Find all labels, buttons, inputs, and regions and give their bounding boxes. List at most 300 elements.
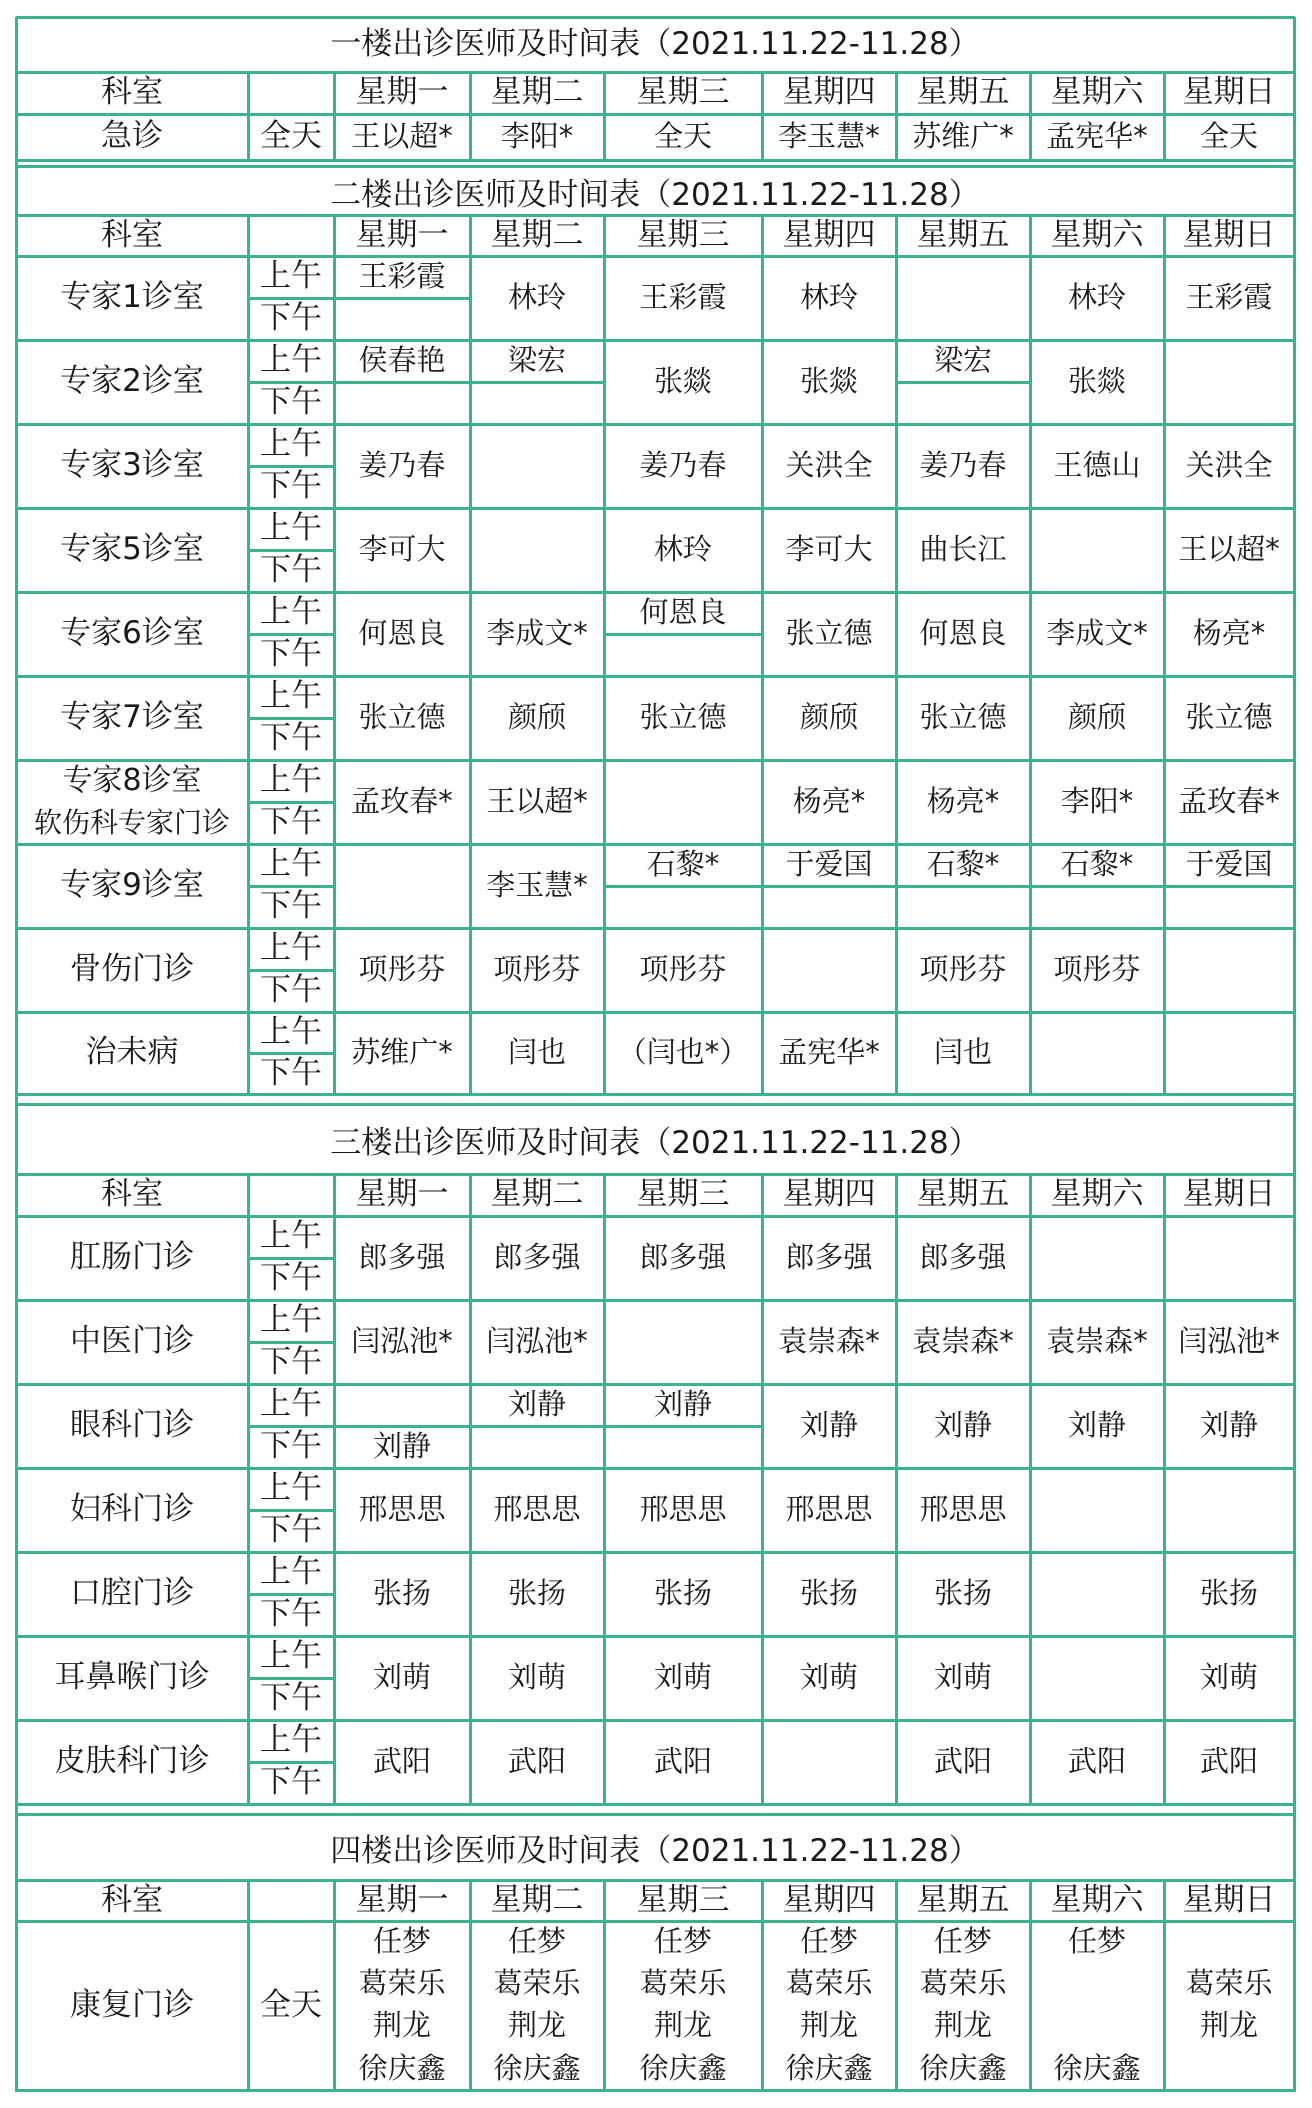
doctor-cell-am: 刘静: [653, 1387, 712, 1422]
doctor-cell: 荆龙: [799, 2008, 858, 2043]
doctor-cell: 张扬: [933, 1576, 992, 1611]
split-divider: [470, 1425, 605, 1428]
doctor-cell: 郎多强: [785, 1240, 873, 1275]
slot-divider: [248, 1509, 335, 1512]
doctor-cell: 孟玫春*: [1178, 784, 1280, 819]
doctor-cell: 何恩良: [358, 616, 446, 651]
header-weekday: 星期三: [636, 1881, 730, 1918]
doctor-cell: [1164, 2047, 1294, 2090]
header-weekday: 星期三: [636, 1176, 730, 1213]
slot-am: 上午: [260, 1470, 322, 1507]
doctor-cell: 李阳*: [1060, 784, 1134, 819]
split-divider: [470, 381, 605, 384]
grid-vline: [469, 72, 472, 162]
doctor-cell: 刘静: [799, 1408, 858, 1443]
doctor-cell: 全天: [653, 119, 712, 154]
doctor-cell: 杨亮*: [926, 784, 1000, 819]
split-divider: [762, 885, 897, 888]
split-divider: [334, 381, 471, 384]
doctor-cell: 曲长江: [919, 532, 1007, 567]
doctor-cell: 任梦: [799, 1924, 858, 1959]
doctor-cell: 任梦: [933, 1924, 992, 1959]
doctor-cell: 张扬: [1199, 1576, 1258, 1611]
doctor-cell: 姜乃春: [919, 448, 1007, 483]
doctor-cell: 姜乃春: [358, 448, 446, 483]
doctor-cell: 张扬: [507, 1576, 566, 1611]
row-divider: [16, 159, 1295, 162]
doctor-cell-am: 石黎*: [1060, 847, 1134, 882]
doctor-cell: 关洪全: [1185, 448, 1273, 483]
grid-vline: [247, 215, 250, 1096]
dept-name: 治未病: [85, 1034, 179, 1071]
doctor-cell: 徐庆鑫: [1053, 2050, 1141, 2085]
doctor-cell: 徐庆鑫: [358, 2050, 446, 2085]
slot-am: 上午: [260, 1218, 322, 1255]
doctor-cell-am: 梁宏: [933, 343, 992, 378]
doctor-cell: 葛荣乐: [493, 1966, 581, 2001]
slot-am: 上午: [260, 1554, 322, 1591]
doctor-cell: 张立德: [639, 700, 727, 735]
doctor-cell: [604, 1300, 762, 1384]
doctor-cell: 荆龙: [933, 2008, 992, 2043]
slot-divider: [248, 465, 335, 468]
slot-am: 上午: [260, 762, 322, 799]
doctor-cell: [1164, 928, 1294, 1012]
section-title: 一楼出诊医师及时间表（2021.11.22-11.28）: [330, 25, 980, 62]
header-weekday: 星期六: [1050, 216, 1144, 253]
grid-vline: [603, 1174, 606, 1806]
doctor-cell: 全天: [1199, 119, 1258, 154]
slot-divider: [248, 1761, 335, 1764]
split-divider: [604, 633, 763, 636]
grid-vline: [1163, 72, 1166, 162]
doctor-cell-pm: [604, 886, 762, 928]
doctor-cell: 杨亮*: [1192, 616, 1266, 651]
doctor-cell: 徐庆鑫: [785, 2050, 873, 2085]
doctor-cell: 刘静: [1199, 1408, 1258, 1443]
doctor-cell: 武阳: [933, 1744, 992, 1779]
dept-name: 专家8诊室: [62, 762, 202, 798]
dept-name: 专家3诊室: [60, 447, 204, 484]
slot-divider: [248, 1341, 335, 1344]
doctor-cell: 闫泓池*: [351, 1324, 453, 1359]
section-gap-line: [16, 165, 1295, 168]
grid-vline: [603, 72, 606, 162]
doctor-cell: 孟宪华*: [778, 1035, 880, 1070]
doctor-cell: 武阳: [507, 1744, 566, 1779]
doctor-cell: 张燚: [799, 364, 858, 399]
doctor-cell: 颜颀: [1067, 700, 1126, 735]
section-title: 二楼出诊医师及时间表（2021.11.22-11.28）: [330, 176, 980, 213]
doctor-cell: [470, 424, 604, 508]
slot-pm: 下午: [260, 804, 322, 841]
slot-divider: [248, 297, 335, 300]
split-divider: [334, 297, 471, 300]
split-divider: [604, 1425, 763, 1428]
slot-am: 上午: [260, 930, 322, 967]
doctor-cell: [1164, 1216, 1294, 1300]
doctor-cell: 王彩霞: [639, 280, 727, 315]
doctor-cell: 武阳: [1067, 1744, 1126, 1779]
doctor-cell: 武阳: [653, 1744, 712, 1779]
grid-vline: [1029, 72, 1032, 162]
header-dept: 科室: [101, 216, 163, 253]
doctor-cell: [1164, 340, 1294, 424]
slot-pm: 下午: [260, 1596, 322, 1633]
slot-divider: [248, 1257, 335, 1260]
doctor-cell: 张立德: [358, 700, 446, 735]
slot-divider: [248, 1677, 335, 1680]
grid-vline: [603, 1880, 606, 2092]
slot-pm: 下午: [260, 636, 322, 673]
slot-am: 上午: [260, 426, 322, 463]
slot-allday: 全天: [260, 118, 322, 155]
slot-divider: [248, 801, 335, 804]
dept-name: 肛肠门诊: [70, 1239, 194, 1276]
doctor-cell: [1030, 1012, 1164, 1094]
doctor-cell: [762, 1720, 896, 1804]
doctor-cell: 李可大: [785, 532, 873, 567]
slot-am: 上午: [260, 1386, 322, 1423]
doctor-cell-am: 王彩霞: [358, 259, 446, 294]
doctor-cell: 李玉慧*: [778, 119, 880, 154]
grid-vline: [895, 215, 898, 1096]
doctor-cell: 邢思思: [639, 1492, 727, 1527]
header-weekday: 星期一: [355, 216, 449, 253]
header-weekday: 星期五: [916, 1176, 1010, 1213]
doctor-cell: 郎多强: [919, 1240, 1007, 1275]
grid-vline: [1029, 1880, 1032, 2092]
slot-divider: [248, 1425, 335, 1428]
slot-divider: [248, 1052, 335, 1055]
doctor-cell: 荆龙: [372, 2008, 431, 2043]
grid-vline: [247, 72, 250, 162]
grid-vline: [761, 1174, 764, 1806]
grid-vline: [469, 1880, 472, 2092]
grid-vline: [469, 1174, 472, 1806]
doctor-cell-am: [334, 1384, 470, 1426]
grid-vline: [761, 1880, 764, 2092]
doctor-cell: 王以超*: [351, 119, 453, 154]
header-weekday: 星期四: [782, 1176, 876, 1213]
split-divider: [896, 885, 1031, 888]
doctor-cell-am: 于爱国: [1185, 847, 1273, 882]
doctor-cell: 郎多强: [358, 1240, 446, 1275]
slot-divider: [248, 549, 335, 552]
header-weekday: 星期五: [916, 1881, 1010, 1918]
doctor-cell: [762, 928, 896, 1012]
slot-pm: 下午: [260, 552, 322, 589]
doctor-cell: 荆龙: [507, 2008, 566, 2043]
doctor-cell-pm: [896, 382, 1030, 424]
doctor-cell: 张扬: [653, 1576, 712, 1611]
section-gap-line: [16, 1103, 1295, 1106]
doctor-cell-pm: [604, 634, 762, 676]
doctor-cell: 邢思思: [919, 1492, 1007, 1527]
row-divider: [16, 1093, 1295, 1096]
slot-pm: 下午: [260, 888, 322, 925]
doctor-cell: 王以超*: [1178, 532, 1280, 567]
doctor-cell: 林玲: [799, 280, 858, 315]
doctor-cell: 张扬: [799, 1576, 858, 1611]
doctor-cell: 葛荣乐: [1185, 1966, 1273, 2001]
slot-pm: 下午: [260, 300, 322, 337]
slot-divider: [248, 969, 335, 972]
doctor-cell: 项彤芬: [919, 952, 1007, 987]
doctor-cell-am: 石黎*: [646, 847, 720, 882]
dept-name: 康复门诊: [70, 1986, 194, 2023]
dept-name: 专家7诊室: [60, 699, 204, 736]
doctor-cell-pm: [762, 886, 896, 928]
doctor-cell: 武阳: [1199, 1744, 1258, 1779]
slot-pm: 下午: [260, 1054, 322, 1091]
doctor-cell: 王彩霞: [1185, 280, 1273, 315]
header-weekday: 星期一: [355, 74, 449, 111]
header-weekday: 星期二: [490, 1881, 584, 1918]
slot-pm: 下午: [260, 1260, 322, 1297]
doctor-cell: 项彤芬: [639, 952, 727, 987]
split-divider: [604, 885, 763, 888]
slot-divider: [248, 381, 335, 384]
dept-name: 专家5诊室: [60, 531, 204, 568]
doctor-cell: （闫也*）: [617, 1035, 749, 1070]
doctor-cell: 王以超*: [486, 784, 588, 819]
doctor-cell-am: 何恩良: [639, 595, 727, 630]
doctor-cell: 李玉慧*: [486, 868, 588, 903]
header-weekday: 星期六: [1050, 1881, 1144, 1918]
header-weekday: 星期日: [1182, 1881, 1276, 1918]
doctor-cell-pm: [334, 298, 470, 340]
row-divider: [16, 1803, 1295, 1806]
doctor-cell: 林玲: [1067, 280, 1126, 315]
header-weekday: 星期一: [355, 1881, 449, 1918]
doctor-cell-am: 于爱国: [785, 847, 873, 882]
slot-am: 上午: [260, 678, 322, 715]
grid-vline: [247, 1174, 250, 1806]
dept-name: 耳鼻喉门诊: [54, 1659, 210, 1696]
header-weekday: 星期五: [916, 216, 1010, 253]
doctor-cell: 葛荣乐: [785, 1966, 873, 2001]
doctor-cell: 林玲: [653, 532, 712, 567]
doctor-cell: 何恩良: [919, 616, 1007, 651]
doctor-cell-pm: [1030, 886, 1164, 928]
doctor-cell: 杨亮*: [792, 784, 866, 819]
grid-vline: [895, 72, 898, 162]
header-weekday: 星期二: [490, 1176, 584, 1213]
grid-vline: [1163, 1174, 1166, 1806]
slot-pm: 下午: [260, 1680, 322, 1717]
doctor-cell: 颜颀: [507, 700, 566, 735]
doctor-cell: [1164, 1012, 1294, 1094]
split-divider: [334, 1425, 471, 1428]
doctor-cell: 王德山: [1053, 448, 1141, 483]
dept-name: 专家6诊室: [60, 615, 204, 652]
doctor-cell: 张燚: [653, 364, 712, 399]
doctor-cell: 葛荣乐: [639, 1966, 727, 2001]
doctor-cell: [1030, 1468, 1164, 1552]
doctor-cell: 孟玫春*: [351, 784, 453, 819]
dept-name: 专家2诊室: [60, 363, 204, 400]
doctor-cell: 孟宪华*: [1046, 119, 1148, 154]
slot-pm: 下午: [260, 1764, 322, 1801]
doctor-cell: 徐庆鑫: [493, 2050, 581, 2085]
doctor-cell: 郎多强: [639, 1240, 727, 1275]
doctor-cell: 葛荣乐: [358, 1966, 446, 2001]
doctor-cell-pm: [604, 1426, 762, 1468]
header-weekday: 星期一: [355, 1176, 449, 1213]
doctor-cell: 闫也: [507, 1035, 566, 1070]
slot-am: 上午: [260, 1302, 322, 1339]
slot-pm: 下午: [260, 720, 322, 757]
slot-divider: [248, 717, 335, 720]
doctor-cell: 李成文*: [1046, 616, 1148, 651]
header-weekday: 星期日: [1182, 1176, 1276, 1213]
doctor-cell: 李阳*: [500, 119, 574, 154]
doctor-cell: 邢思思: [493, 1492, 581, 1527]
doctor-cell: [1164, 1468, 1294, 1552]
doctor-cell: 袁崇森*: [1046, 1324, 1148, 1359]
split-divider: [1164, 885, 1295, 888]
doctor-cell: 任梦: [653, 1924, 712, 1959]
dept-name: 专家9诊室: [60, 867, 204, 904]
doctor-cell: 张立德: [785, 616, 873, 651]
doctor-cell: 刘静: [1067, 1408, 1126, 1443]
doctor-cell: 林玲: [507, 280, 566, 315]
doctor-cell: 张扬: [372, 1576, 431, 1611]
doctor-cell-pm: [334, 382, 470, 424]
slot-am: 上午: [260, 342, 322, 379]
doctor-cell: [1030, 1636, 1164, 1720]
header-weekday: 星期三: [636, 74, 730, 111]
doctor-cell-am: 侯春艳: [358, 343, 446, 378]
dept-name: 眼科门诊: [70, 1407, 194, 1444]
header-weekday: 星期三: [636, 216, 730, 253]
header-weekday: 星期六: [1050, 74, 1144, 111]
doctor-cell-am: 梁宏: [507, 343, 566, 378]
doctor-cell: 任梦: [1067, 1924, 1126, 1959]
header-dept: 科室: [101, 1881, 163, 1918]
doctor-cell: 任梦: [507, 1924, 566, 1959]
dept-name: 专家1诊室: [60, 279, 204, 316]
doctor-cell: 闫泓池*: [1178, 1324, 1280, 1359]
doctor-cell: [1030, 1963, 1164, 2005]
grid-vline: [603, 215, 606, 1096]
grid-vline: [333, 1174, 336, 1806]
dept-name: 皮肤科门诊: [54, 1743, 210, 1780]
grid-vline: [761, 215, 764, 1096]
slot-pm: 下午: [260, 1428, 322, 1465]
doctor-cell: 姜乃春: [639, 448, 727, 483]
slot-am: 上午: [260, 510, 322, 547]
doctor-cell: 任梦: [372, 1924, 431, 1959]
grid-vline: [1163, 1880, 1166, 2092]
header-weekday: 星期日: [1182, 74, 1276, 111]
split-divider: [1030, 885, 1165, 888]
doctor-cell: 刘萌: [1199, 1660, 1258, 1695]
doctor-cell: 张立德: [919, 700, 1007, 735]
doctor-cell: 刘萌: [372, 1660, 431, 1695]
slot-pm: 下午: [260, 468, 322, 505]
doctor-cell-am: 石黎*: [926, 847, 1000, 882]
doctor-cell-pm: [1164, 886, 1294, 928]
slot-divider: [248, 1593, 335, 1596]
doctor-cell: 刘静: [933, 1408, 992, 1443]
doctor-cell: 颜颀: [799, 700, 858, 735]
slot-am: 上午: [260, 594, 322, 631]
dept-name: 急诊: [101, 118, 163, 155]
slot-am: 上午: [260, 1013, 322, 1050]
doctor-cell: 项彤芬: [358, 952, 446, 987]
grid-vline: [1163, 215, 1166, 1096]
doctor-cell: 李可大: [358, 532, 446, 567]
header-weekday: 星期四: [782, 216, 876, 253]
section-gap-line: [16, 1813, 1295, 1816]
doctor-cell: 闫也: [933, 1035, 992, 1070]
doctor-cell: 苏维广*: [351, 1035, 453, 1070]
doctor-cell: 邢思思: [785, 1492, 873, 1527]
doctor-cell-am: 刘静: [507, 1387, 566, 1422]
grid-vline: [247, 1880, 250, 2092]
slot-pm: 下午: [260, 1512, 322, 1549]
grid-vline: [1029, 215, 1032, 1096]
grid-vline: [895, 1880, 898, 2092]
doctor-cell: 苏维广*: [912, 119, 1014, 154]
grid-vline: [761, 72, 764, 162]
grid-vline: [469, 215, 472, 1096]
grid-vline: [333, 72, 336, 162]
doctor-cell: 荆龙: [1199, 2008, 1258, 2043]
doctor-cell: 项彤芬: [493, 952, 581, 987]
doctor-cell: [896, 256, 1030, 340]
dept-name: 口腔门诊: [70, 1575, 194, 1612]
header-weekday: 星期二: [490, 216, 584, 253]
split-divider: [896, 381, 1031, 384]
doctor-cell-pm: [470, 1426, 604, 1468]
doctor-cell: 徐庆鑫: [919, 2050, 1007, 2085]
slot-pm: 下午: [260, 972, 322, 1009]
header-dept: 科室: [101, 74, 163, 111]
slot-divider: [248, 633, 335, 636]
header-dept: 科室: [101, 1176, 163, 1213]
doctor-cell: [1030, 1216, 1164, 1300]
doctor-cell: [1164, 1921, 1294, 1963]
grid-vline: [1029, 1174, 1032, 1806]
grid-vline: [895, 1174, 898, 1806]
slot-am: 上午: [260, 1638, 322, 1675]
doctor-cell: 项彤芬: [1053, 952, 1141, 987]
doctor-cell: 张立德: [1185, 700, 1273, 735]
header-weekday: 星期五: [916, 74, 1010, 111]
doctor-cell: 袁崇森*: [778, 1324, 880, 1359]
slot-am: 上午: [260, 846, 322, 883]
dept-name: 妇科门诊: [70, 1491, 194, 1528]
doctor-cell: 袁崇森*: [912, 1324, 1014, 1359]
header-weekday: 星期四: [782, 1881, 876, 1918]
slot-am: 上午: [260, 1722, 322, 1759]
doctor-cell: 刘萌: [653, 1660, 712, 1695]
doctor-cell: [334, 844, 470, 928]
doctor-cell: 闫泓池*: [486, 1324, 588, 1359]
header-weekday: 星期四: [782, 74, 876, 111]
slot-pm: 下午: [260, 384, 322, 421]
grid-vline: [333, 1880, 336, 2092]
doctor-cell: 郎多强: [493, 1240, 581, 1275]
doctor-cell: [1030, 2005, 1164, 2047]
doctor-cell: 刘萌: [933, 1660, 992, 1695]
doctor-cell: 徐庆鑫: [639, 2050, 727, 2085]
slot-divider: [248, 885, 335, 888]
doctor-cell: [1030, 1552, 1164, 1636]
